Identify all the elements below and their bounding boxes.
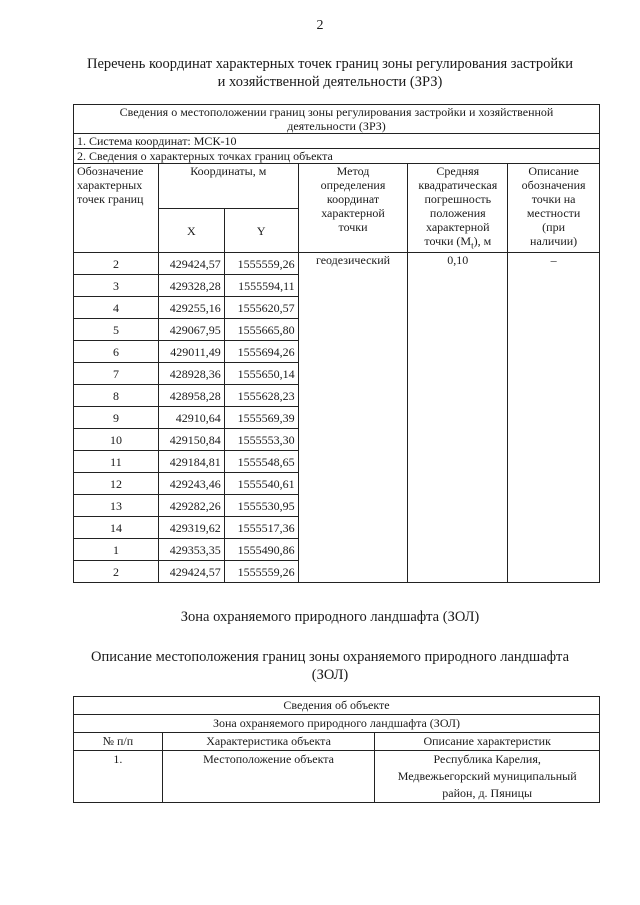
col-error-line3: погрешность xyxy=(424,192,492,206)
point-id-cell: 10 xyxy=(74,429,159,451)
col-method-line4: характерной xyxy=(321,206,385,220)
col-error-line4: положения xyxy=(429,206,486,220)
col-point-line2: характерных xyxy=(77,178,143,192)
y-coord-cell: 1555628,23 xyxy=(224,385,298,407)
col-error-subscript: t xyxy=(471,240,474,251)
x-coord-cell: 429255,16 xyxy=(158,297,224,319)
col-desc-line6: наличии) xyxy=(530,234,578,248)
coord-rows xyxy=(74,253,600,583)
coord-row xyxy=(74,253,600,275)
y-coord-cell: 1555594,11 xyxy=(224,275,298,297)
object-table-header: Сведения об объекте xyxy=(74,697,600,715)
object-row-desc-line2: Медвежьегорский муниципальный xyxy=(397,769,577,783)
point-id-cell: 2 xyxy=(74,253,159,275)
object-row-num: 1. xyxy=(74,751,163,803)
x-coord-cell: 42910,64 xyxy=(158,407,224,429)
point-id-cell: 13 xyxy=(74,495,159,517)
point-id-cell: 9 xyxy=(74,407,159,429)
col-error-line1: Средняя xyxy=(436,164,480,178)
y-coord-cell: 1555517,36 xyxy=(224,517,298,539)
y-coord-cell: 1555569,39 xyxy=(224,407,298,429)
y-coord-cell: 1555540,61 xyxy=(224,473,298,495)
x-coord-cell: 429424,57 xyxy=(158,253,224,275)
zol-description-title-line2: (ЗОЛ) xyxy=(311,667,349,683)
col-desc-line2: обозначения xyxy=(521,178,586,192)
col-y-header: Y xyxy=(224,208,298,253)
col-method-line5: точки xyxy=(338,220,368,234)
object-row-desc xyxy=(375,751,600,803)
col-desc-line5: (при xyxy=(542,220,566,234)
object-col-desc: Описание характеристик xyxy=(375,733,600,751)
col-desc-line3: точки на xyxy=(531,192,576,206)
col-method-line1: Метод xyxy=(336,164,370,178)
col-error-line6 xyxy=(411,234,504,252)
zrz-title-line1: Перечень координат характерных точек границ зоны регулирования застройки xyxy=(87,56,573,72)
object-row-desc-line3: район, д. Пяницы xyxy=(442,786,533,800)
zrz-title xyxy=(60,55,600,91)
object-info-table xyxy=(73,696,600,803)
y-coord-cell: 1555559,26 xyxy=(224,561,298,583)
x-coord-cell: 429184,81 xyxy=(158,451,224,473)
x-coord-cell: 429328,28 xyxy=(158,275,224,297)
zrz-coordinates-table xyxy=(73,104,600,583)
col-error-line5: характерной xyxy=(425,220,490,234)
description-cell: – xyxy=(508,253,600,583)
object-row-char: Местоположение объекта xyxy=(162,751,375,803)
point-id-cell: 7 xyxy=(74,363,159,385)
col-desc-header xyxy=(508,164,600,253)
point-id-cell: 6 xyxy=(74,341,159,363)
col-method-header xyxy=(298,164,408,253)
x-coord-cell: 428958,28 xyxy=(158,385,224,407)
y-coord-cell: 1555694,26 xyxy=(224,341,298,363)
point-id-cell: 12 xyxy=(74,473,159,495)
object-col-char: Характеристика объекта xyxy=(162,733,375,751)
y-coord-cell: 1555490,86 xyxy=(224,539,298,561)
y-coord-cell: 1555559,26 xyxy=(224,253,298,275)
point-id-cell: 5 xyxy=(74,319,159,341)
col-desc-line1: Описание xyxy=(528,164,579,178)
zrz-table-header-line1: Сведения о местоположении границ зоны регулирования застройки и хозяйственной xyxy=(119,105,554,119)
col-x-header: X xyxy=(158,208,224,253)
x-coord-cell: 429319,62 xyxy=(158,517,224,539)
coord-system-row: 1. Система координат: МСК-10 xyxy=(74,134,600,149)
zrz-title-line2: и хозяйственной деятельности (ЗРЗ) xyxy=(217,74,443,90)
y-coord-cell: 1555665,80 xyxy=(224,319,298,341)
col-desc-line4: местности xyxy=(526,206,581,220)
page-number: 2 xyxy=(316,18,324,33)
point-id-cell: 11 xyxy=(74,451,159,473)
y-coord-cell: 1555650,14 xyxy=(224,363,298,385)
x-coord-cell: 429067,95 xyxy=(158,319,224,341)
zrz-table-header-line2: деятельности (ЗРЗ) xyxy=(287,119,386,133)
col-error-line6-text: точки (M xyxy=(424,234,472,248)
x-coord-cell: 428928,36 xyxy=(158,363,224,385)
point-id-cell: 4 xyxy=(74,297,159,319)
zrz-table-header xyxy=(74,105,600,134)
point-id-cell: 14 xyxy=(74,517,159,539)
col-method-line3: координат xyxy=(326,192,380,206)
zol-title: Зона охраняемого природного ландшафта (ЗОЛ) xyxy=(180,609,480,625)
x-coord-cell: 429150,84 xyxy=(158,429,224,451)
point-id-cell: 3 xyxy=(74,275,159,297)
method-cell: геодезический xyxy=(298,253,408,583)
error-cell: 0,10 xyxy=(408,253,508,583)
y-coord-cell: 1555530,95 xyxy=(224,495,298,517)
object-row-desc-line1: Республика Карелия, xyxy=(433,752,541,766)
col-coords-header: Координаты, м xyxy=(158,164,298,209)
x-coord-cell: 429353,35 xyxy=(158,539,224,561)
points-section-row: 2. Сведения о характерных точках границ объекта xyxy=(74,149,600,164)
x-coord-cell: 429282,26 xyxy=(158,495,224,517)
x-coord-cell: 429011,49 xyxy=(158,341,224,363)
col-method-line2: определения xyxy=(320,178,386,192)
object-col-num: № п/п xyxy=(74,733,163,751)
zol-description-title xyxy=(60,648,600,684)
y-coord-cell: 1555553,30 xyxy=(224,429,298,451)
point-id-cell: 1 xyxy=(74,539,159,561)
point-id-cell: 8 xyxy=(74,385,159,407)
col-point-line3: точек границ xyxy=(77,192,144,206)
point-id-cell: 2 xyxy=(74,561,159,583)
zol-description-title-line1: Описание местоположения границ зоны охраняемого природного ландшафта xyxy=(90,649,570,665)
x-coord-cell: 429424,57 xyxy=(158,561,224,583)
col-error-header xyxy=(408,164,508,253)
y-coord-cell: 1555548,65 xyxy=(224,451,298,473)
x-coord-cell: 429243,46 xyxy=(158,473,224,495)
object-zone-name: Зона охраняемого природного ландшафта (ЗОЛ) xyxy=(74,715,600,733)
y-coord-cell: 1555620,57 xyxy=(224,297,298,319)
col-error-line6-tail: ), м xyxy=(473,234,492,248)
col-point-line1: Обозначение xyxy=(77,164,144,178)
col-error-line2: квадратическая xyxy=(418,178,498,192)
col-point-header xyxy=(74,164,159,253)
